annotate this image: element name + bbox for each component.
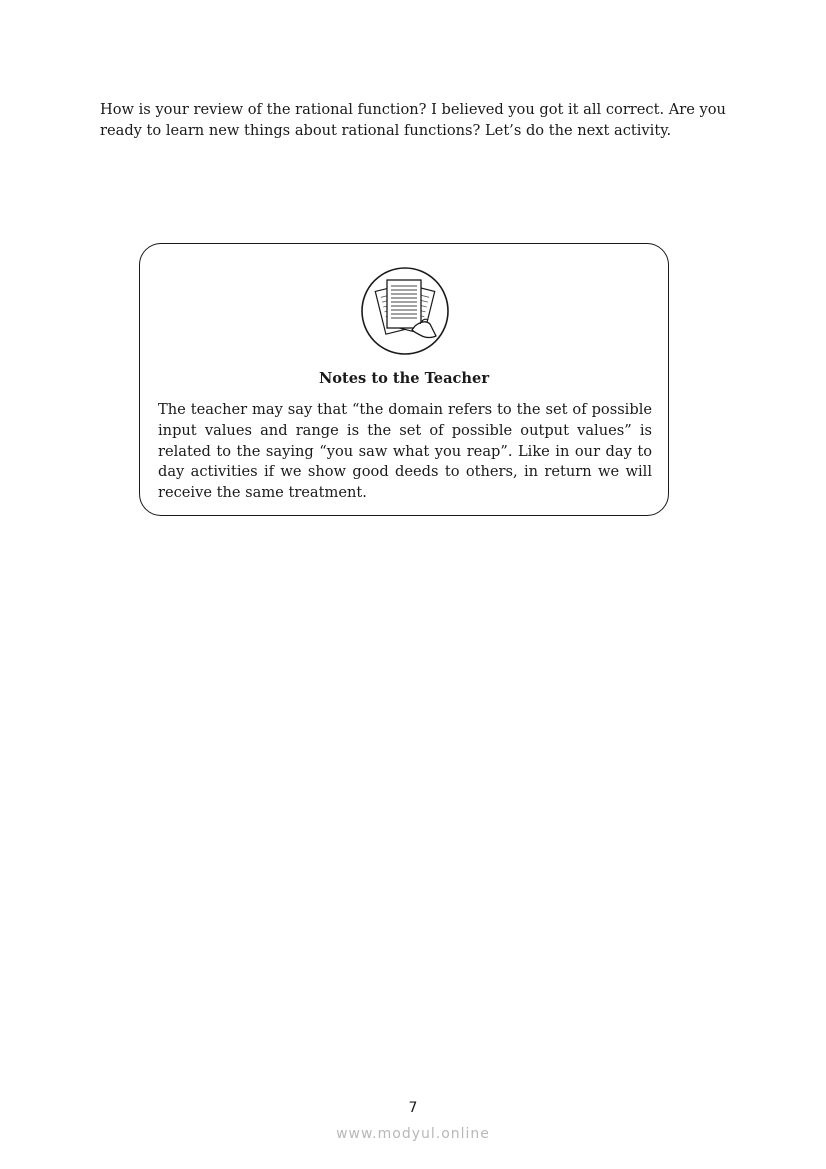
intro-paragraph: How is your review of the rational function? I believed you got it all correct. Are you ready to learn new things about rational functions? Let’s do the next activity.: [100, 101, 726, 139]
teacher-notes-box: [139, 243, 669, 516]
note-body: The teacher may say that “the domain refers to the set of possible input values and range is the set of possible output values” is related to the saying “you saw what you reap”. Like in our day to day activities if we show good deeds to others, in return we will receive the same treatment.: [158, 401, 652, 502]
papers-in-hand-icon: [360, 266, 450, 356]
watermark: www.modyul.online: [336, 1126, 490, 1142]
page-number: 7: [408, 1100, 418, 1116]
note-title: Notes to the Teacher: [318, 370, 490, 387]
